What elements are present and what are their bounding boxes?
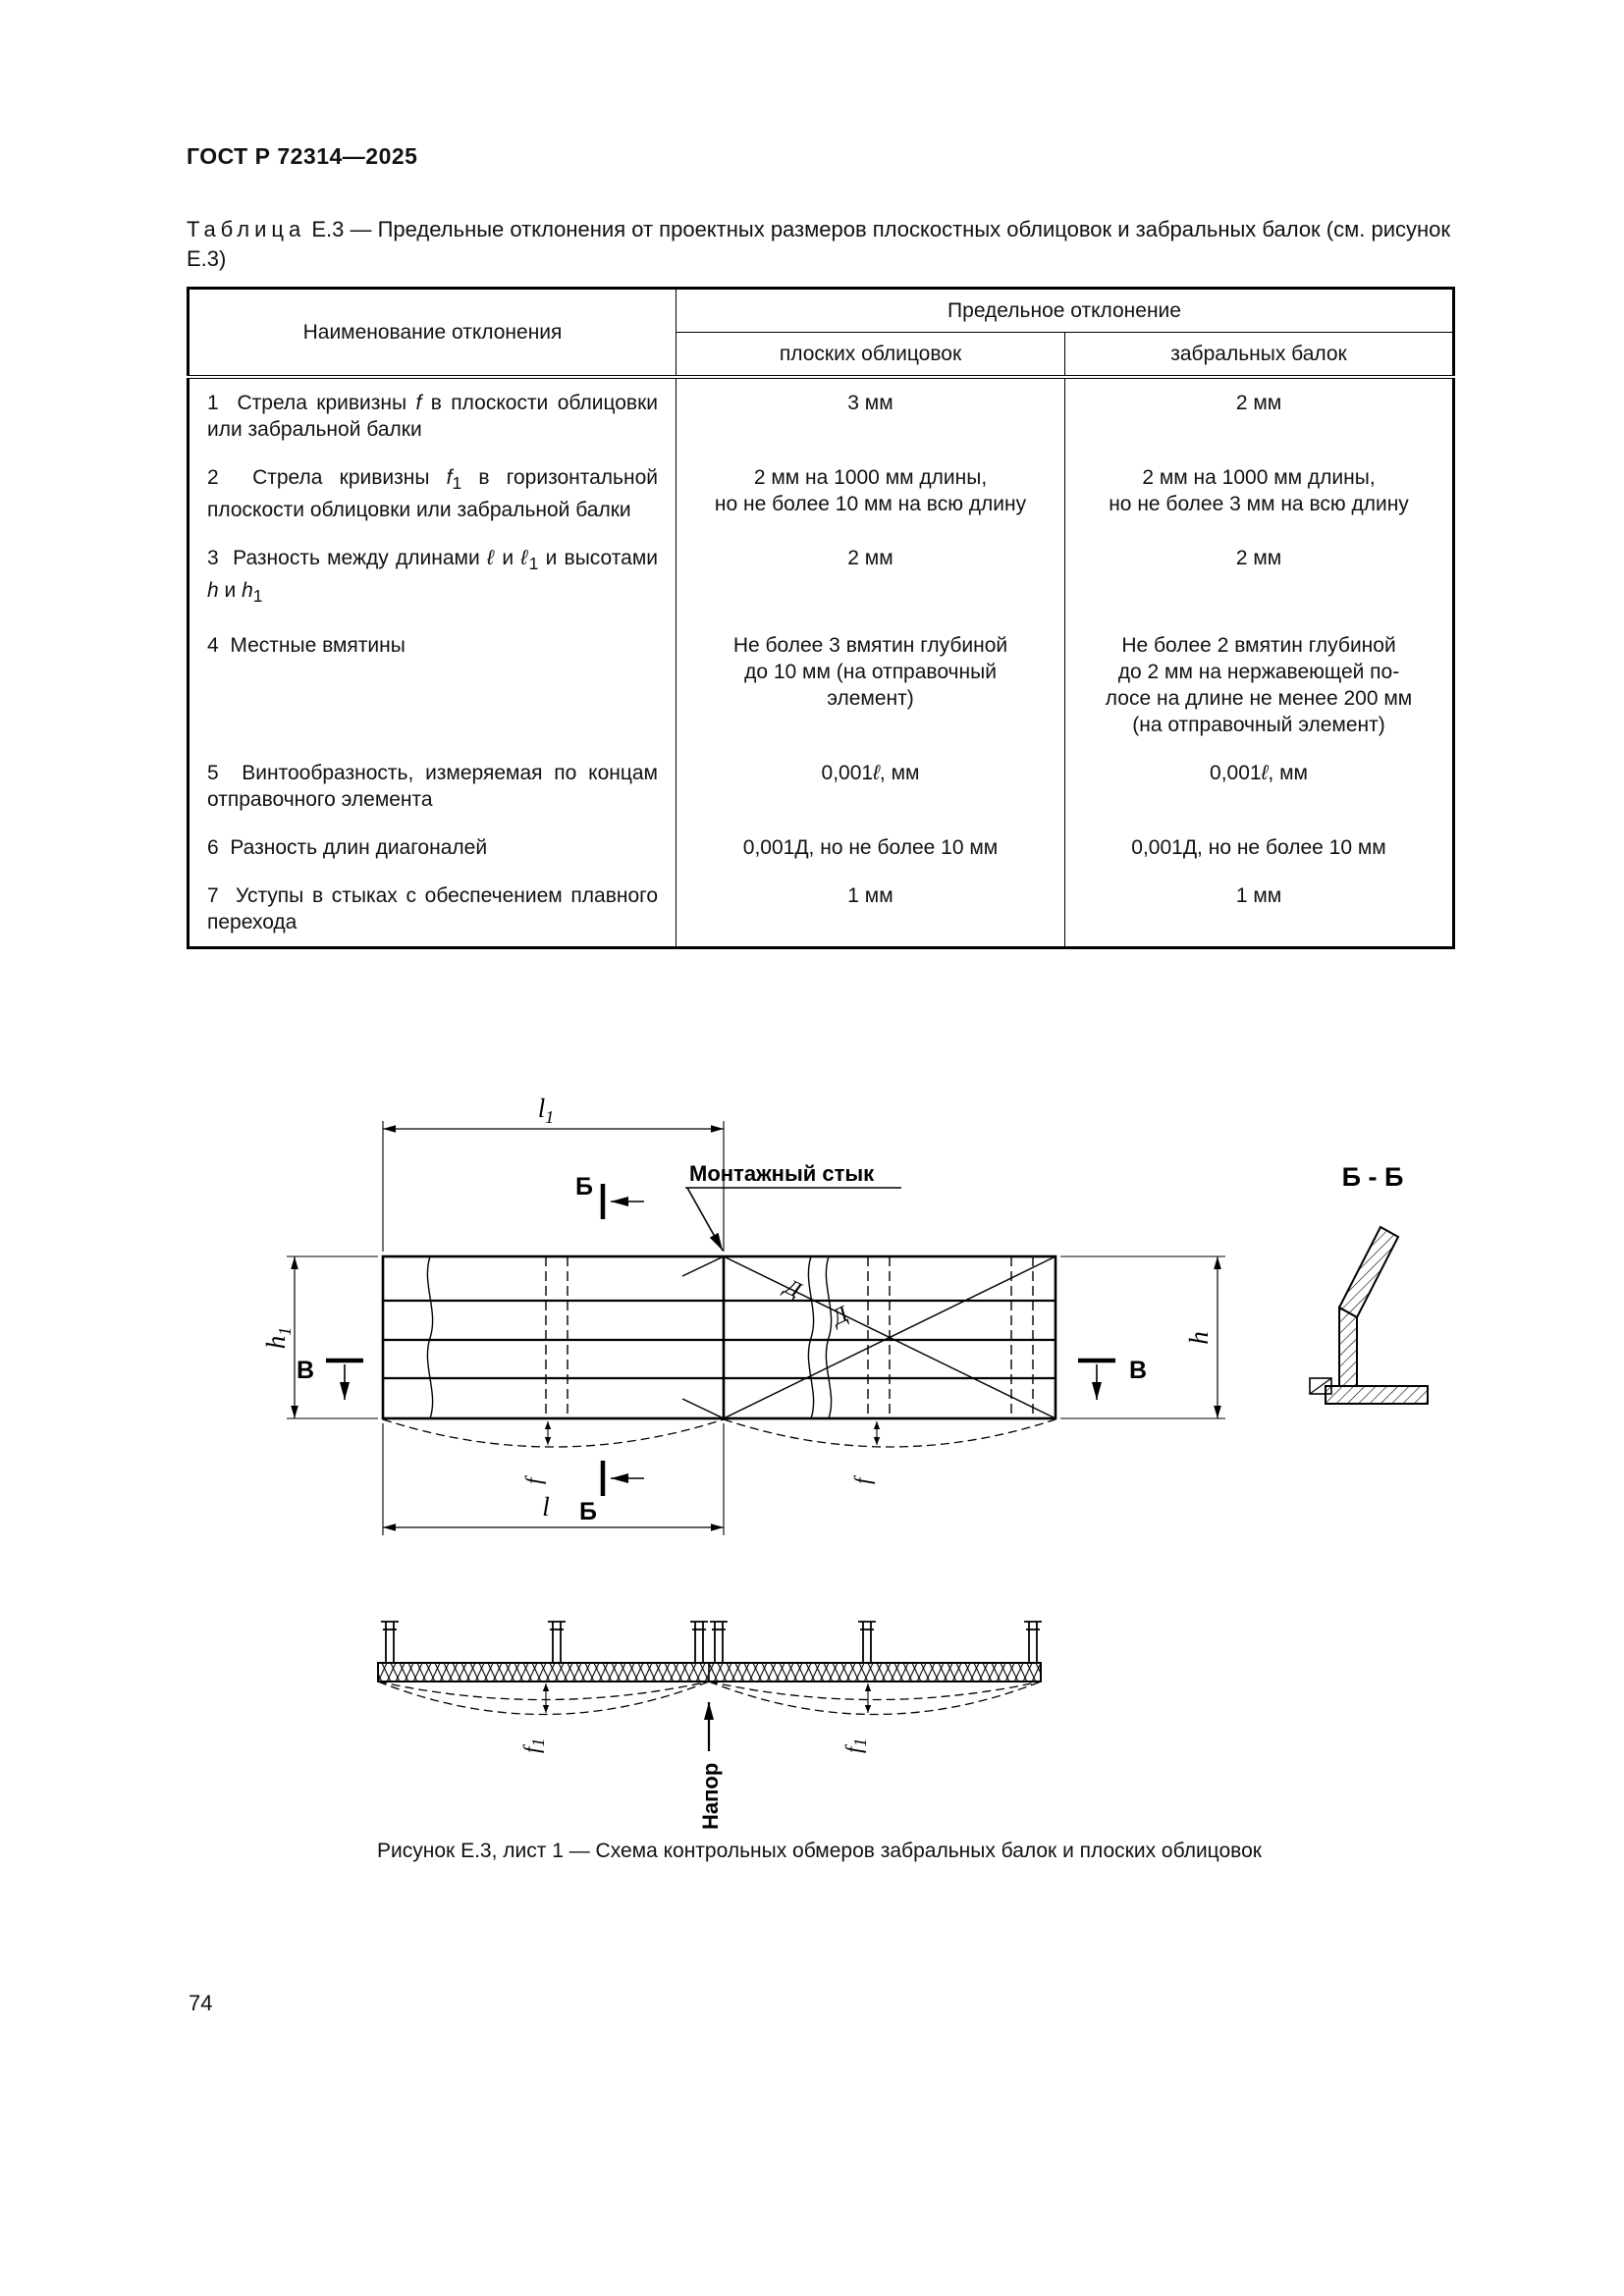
doc-header: ГОСТ Р 72314—2025 — [187, 143, 418, 169]
col-header-beam: забральных балок — [1065, 333, 1454, 378]
table-title — [187, 215, 1455, 274]
section-view-bb — [1310, 1162, 1428, 1404]
table-row — [189, 621, 1454, 749]
table-row — [189, 872, 1454, 948]
row-name: 3 Разность между длинами ℓ и ℓ$_1$ и высотами h и $h_1$ — [189, 534, 677, 620]
table-row — [189, 534, 1454, 620]
col-header-name: Наименование отклонения — [189, 289, 677, 378]
row-beam-value: 2 мм — [1065, 377, 1454, 454]
figure-caption: Рисунок Е.3, лист 1 — Схема контрольных обмеров забральных балок и плоских облицовок — [377, 1840, 1262, 1862]
table-header-row-1 — [189, 289, 1454, 333]
row-name: 2 Стрела кривизны $f_1$ в горизонтальной плоскости облицовки или забральной балки — [189, 454, 677, 534]
section-profile — [1310, 1227, 1428, 1404]
row-beam-value: 1 мм — [1065, 872, 1454, 948]
row-flat-value: Не более 3 вмятин глубиной до 10 мм (на отправочный элемент) — [732, 633, 1008, 710]
stiffener-post — [548, 1622, 566, 1662]
row-beam-value: Не более 2 вмятин глубиной до 2 мм на нержавеющей по- лосе на длине не менее 200 мм (на отправочный элемент) — [1065, 621, 1454, 749]
table-row — [189, 377, 1454, 454]
row-flat-value: 2 мм — [847, 547, 893, 570]
dimension-h — [1060, 1256, 1225, 1418]
deflection-f1-label: $f_1$ — [841, 1737, 870, 1753]
section-letter-b: Б — [579, 1498, 597, 1525]
dimension-l1 — [383, 1094, 724, 1252]
dimension-l — [383, 1423, 724, 1535]
plan-view — [378, 1622, 1042, 1830]
section-mark-b-bottom — [579, 1461, 644, 1525]
col-header-group: Предельное отклонение — [677, 289, 1454, 333]
stiffener-post — [690, 1622, 708, 1662]
break-line — [808, 1256, 813, 1418]
section-letter-b: Б — [575, 1173, 593, 1201]
section-letter-v: В — [296, 1357, 314, 1384]
page-number: 74 — [189, 1991, 213, 2015]
joint-callout-label: Монтажный стык — [689, 1161, 875, 1186]
deflection-f-label: f — [850, 1477, 875, 1484]
row-flat-value: 1 мм — [847, 883, 893, 907]
section-mark-b-top — [575, 1173, 644, 1219]
break-line — [826, 1256, 831, 1418]
row-name: 4 Местные вмятины — [189, 621, 677, 749]
head-pressure-callout — [698, 1702, 723, 1830]
dimension-h1-label: $h_1$ — [261, 1326, 295, 1350]
dimension-h-label: h — [1184, 1331, 1214, 1345]
joint-callout — [685, 1161, 901, 1251]
deflection-f1-label: $f_1$ — [519, 1737, 548, 1753]
stiffener-posts — [381, 1622, 1042, 1662]
row-beam-value: 0,001ℓ, мм — [1065, 749, 1454, 824]
table-row — [189, 824, 1454, 872]
table-title-text: Е.3 — Предельные отклонения от проектных размеров плоскостных облицовок и забральных балок (см. рисунок Е.3) — [187, 217, 1450, 271]
row-flat-value: 3 мм — [847, 392, 893, 414]
beam-body — [383, 1256, 1056, 1418]
dimension-l-label: l — [542, 1492, 550, 1522]
row-beam-value: 2 мм — [1065, 534, 1454, 620]
head-pressure-label: Напор — [698, 1762, 723, 1830]
diagonal-label: Д — [828, 1301, 852, 1330]
table-row — [189, 454, 1454, 534]
row-beam-value: 0,001Д, но не более 10 мм — [1065, 824, 1454, 872]
stiffener-post — [1024, 1622, 1042, 1662]
table-label: Таблица — [187, 217, 306, 241]
row-name: 7 Уступы в стыках с обеспечением плавного перехода — [189, 872, 677, 948]
col-header-flat: плоских облицовок — [677, 333, 1065, 378]
dimension-h1 — [261, 1256, 378, 1418]
row-flat-value: 0,001Д, но не более 10 мм — [742, 835, 999, 859]
row-flat-value: 0,001ℓ, мм — [821, 761, 920, 784]
deflection-f — [383, 1419, 1056, 1484]
row-name: 6 Разность длин диагоналей — [189, 824, 677, 872]
elevation-view — [261, 1094, 1225, 1535]
row-name: 5 Винтообразность, измеряемая по концам отправочного элемента — [189, 749, 677, 824]
diagonal-label: Д — [781, 1273, 805, 1303]
stiffener-post — [381, 1622, 399, 1662]
break-line — [427, 1256, 432, 1418]
diagonals — [682, 1256, 1056, 1418]
deviations-table — [187, 287, 1455, 949]
row-beam-value: 2 мм на 1000 мм длины, но не более 3 мм на всю длину — [1065, 454, 1454, 534]
figure-e3-drawing — [0, 1062, 1624, 1847]
section-letter-v: В — [1129, 1357, 1148, 1384]
row-flat-value: 2 мм на 1000 мм длины, но не более 10 мм на всю длину — [714, 466, 1027, 515]
section-view-title: Б - Б — [1341, 1162, 1404, 1192]
section-mark-v-right — [1078, 1357, 1147, 1400]
deflection-f-label: f — [521, 1477, 546, 1484]
row-name: 1 Стрела кривизны f в плоскости облицовки или забральной балки — [189, 377, 677, 454]
dimension-l1-label: $l_1$ — [537, 1094, 555, 1127]
section-mark-v-left — [297, 1357, 363, 1400]
table-row — [189, 749, 1454, 824]
stiffener-post — [710, 1622, 728, 1662]
stiffener-post — [858, 1622, 876, 1662]
